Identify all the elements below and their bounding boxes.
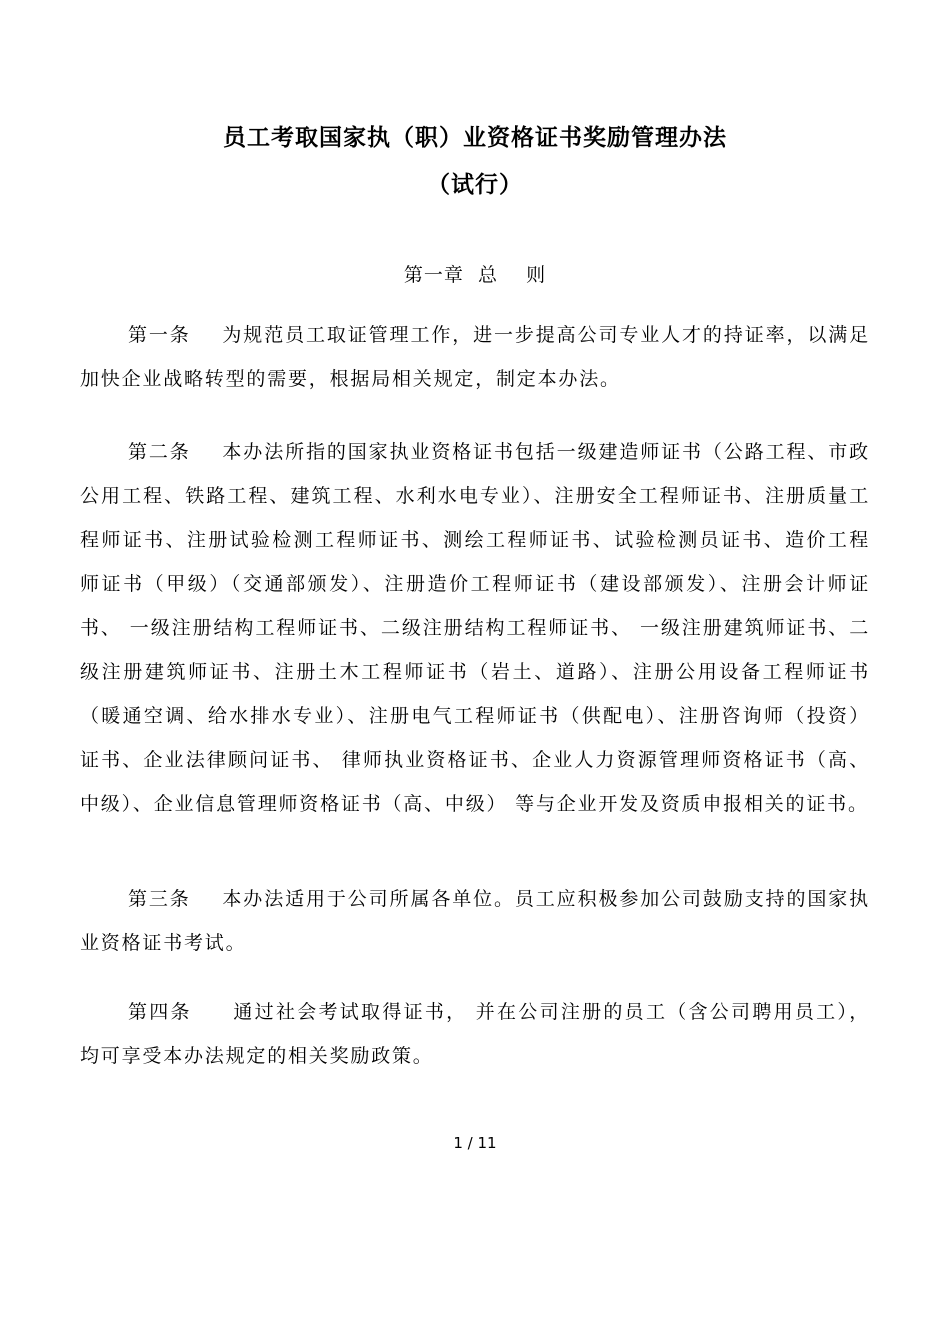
article-4-text: 通过社会考试取得证书， 并在公司注册的员工（含公司聘用员工）， 均可享受本办法规定的相关奖励政策。 bbox=[80, 1001, 870, 1067]
chapter-heading: 第一章 总 则 bbox=[403, 264, 547, 286]
article-2-label: 第二条 bbox=[128, 441, 223, 463]
article-2 bbox=[80, 430, 870, 826]
article-4-label: 第四条 bbox=[128, 1001, 234, 1023]
article-3-text: 本办法适用于公司所属各单位。员工应积极参加公司鼓励支持的国家执业资格证书考试。 bbox=[80, 888, 870, 954]
document-subtitle: （试行） bbox=[427, 172, 523, 198]
article-3 bbox=[80, 877, 870, 965]
page-number: 1 / 11 bbox=[453, 1134, 497, 1152]
document-title: 员工考取国家执（职）业资格证书奖励管理办法 bbox=[223, 125, 727, 151]
article-3-label: 第三条 bbox=[128, 888, 223, 910]
article-1-text: 为规范员工取证管理工作，进一步提高公司专业人才的持证率，以满足加快企业战略转型的需要，根据局相关规定，制定本办法。 bbox=[80, 324, 870, 390]
article-2-text: 本办法所指的国家执业资格证书包括一级建造师证书（公路工程、市政公用工程、铁路工程、建筑工程、水利水电专业）、注册安全工程师证书、注册质量工程师证书、注册试验检测工程师证书、测绘工程师证书、试验检测员证书、造价工程师证书（甲级）（交通部颁发）、注册造价工程师证书（建设部颁发）、注册会计师证书、 一级注册结构工程师证书、二级注册结构工程师证书、 一级注册建筑师证书、二级注册建筑师证书、注册土木工程师证书（岩土、道路）、注册公用设备工程师证书（暖通空调、给水排水专业）、注册电气工程师证书（供配电）、注册咨询师（投资）证书、企业法律顾问证书、 律师执业资格证书、企业人力资源管理师资格证书（高、中级）、企业信息管理师资格证书（高、中级） 等与企业开发及资质申报相关的证书。 bbox=[80, 441, 870, 815]
article-1-label: 第一条 bbox=[128, 324, 223, 346]
article-1 bbox=[80, 313, 870, 401]
article-4 bbox=[80, 990, 870, 1078]
